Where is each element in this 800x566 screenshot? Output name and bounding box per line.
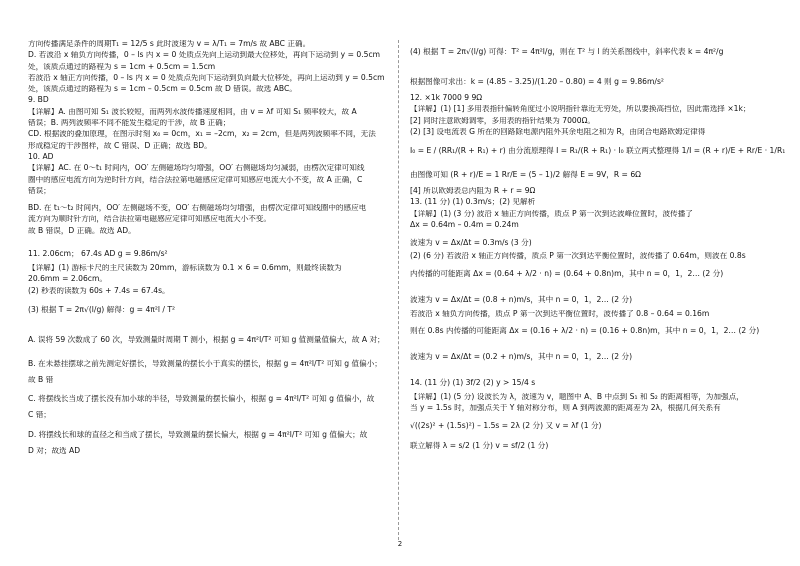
page-number: 2 — [397, 540, 403, 548]
text-line: A. 误将 59 次数成了 60 次，导致测量时周期 T 测小，根据 g = 4π²l/T² 可知 g 值测量值偏大，故 A 对； — [28, 335, 385, 345]
formula-line: 内传播的可能距离 Δx = (0.64 + λ/2 · n) = (0.64 + 0.8n)m，其中 n = 0，1，2… (2 分) — [410, 268, 724, 278]
text-line: B. 在未悬挂摆球之前先测定好摆长，导致测量的摆长小于真实的摆长，根据 g = 4π²l/T² 可知 g 值偏小； — [28, 359, 382, 369]
text-line: 故 B 错 — [28, 375, 54, 384]
formula-line: I₀ = E / (RR₁/(R + R₁) + r) 由分流原理得 I = R₁/(R + R₁) · I₀ 联立两式整理得 1/I = (R + r)/E + Rr/E · 1/R₁ — [410, 146, 785, 156]
text-line: Δx = 0.64m – 0.4m = 0.24m — [410, 221, 519, 230]
text-line: [2] 同时注意欧姆调零，多用表的指针结果为 7000Ω。 — [410, 116, 595, 125]
answer-line: 12. ×1k 7000 9 9Ω — [410, 94, 483, 102]
text-line: 若波沿 x 轴正方向传播，0 – ls 内 x = 0 处质点先向下运动到负向最大位移处，再向上运动到 y = 0.5cm — [28, 73, 385, 82]
text-line: 【详解】(1) [1] 多用表指针偏转角度过小说明指针靠近无穷处，所以要换高挡位，因此需选择 ×1k； — [410, 105, 751, 114]
text-line: 【详解】(1) (3 分) 波沿 x 轴正方向传播，质点 P 第一次到达波峰位置时，波传播了 — [410, 209, 693, 218]
question-number: 13. (11 分) (1) 0.3m/s；(2) 见解析 — [410, 198, 536, 207]
text-line: BD. 在 t₁～t₂ 时间内，OO′ 左侧磁场不变，OO′ 右侧磁场均匀增强，由楞次定律可知线圈中的感应电 — [28, 204, 367, 213]
right-column — [410, 40, 785, 456]
text-line: 形成稳定的干涉图样，故 C 错误、D 正确；故选 BD。 — [28, 141, 212, 150]
text-line: 【详解】A. 由图可知 S₁ 波长较短，而两列水波传播速度相同，由 v = λf 可知 S₁ 频率较大，故 A — [28, 107, 357, 116]
formula-line: 由图像可知 (R + r)/E = 1 Rr/E = (5 – 1)/2 解得 E = 9V，R = 6Ω — [410, 170, 641, 180]
text-line: (2) 秒表的读数为 60s + 7.4s = 67.4s。 — [28, 286, 170, 295]
text-line: 故 B 错误，D 正确。故选 AD。 — [28, 226, 136, 235]
text-line: C 错； — [28, 411, 51, 420]
text-line: [4] 所以欧姆表总内阻为 R + r = 9Ω — [410, 187, 536, 196]
formula-line: 波速为 v = Δx/Δt = (0.2 + n)m/s，其中 n = 0，1，2… (2 分) — [410, 352, 633, 362]
text-line: 【详解】AC. 在 0～t₁ 时间内，OO′ 左侧磁场均匀增强，OO′ 右侧磁场均匀减弱，由楞次定律可知线 — [28, 164, 365, 173]
text-line: 【详解】(1) (5 分) 设波长为 λ，波速为 v，题图中 A、B 中点到 S₁ 和 S₂ 的距离相等，为加强点， — [410, 392, 744, 401]
formula-line: 波速为 v = Δx/Δt = 0.3m/s (3 分) — [410, 237, 532, 247]
text-line: 处，该质点通过的路程为 s = 1cm – 0.5cm = 0.5cm 故 D 错误。故选 ABC。 — [28, 85, 297, 94]
answer-line: 11. 2.06cm； 67.4s AD g = 9.86m/s² — [28, 249, 168, 259]
column-divider — [398, 40, 399, 540]
text-line: (2) [3] 设电流表 G 所在的回路除电源内阻外其余电阻之和为 R，由闭合电路欧姆定律得 — [410, 127, 706, 136]
text-line: 若波沿 x 轴负方向传播，质点 P 第一次到达平衡位置时，波传播了 0.8 – 0.64 = 0.16m — [410, 309, 710, 318]
text-line: 圈中的感应电流方向为逆时针方向，结合法拉第电磁感应定律可知感应电流大小不变，故 A 正确，C — [28, 175, 363, 184]
formula-line: 波速为 v = Δx/Δt = (0.8 + n)m/s，其中 n = 0，1，2… (2 分) — [410, 294, 633, 304]
question-number: 14. (11 分) (1) 3f/2 (2) y > 15/4 s — [410, 378, 536, 388]
formula-line: 联立解得 λ = s/2 (1 分) v = sf/2 (1 分) — [410, 440, 549, 450]
text-line: 当 y = 1.5s 时，加强点关于 Y 轴对称分布，则 A 到两波源的距离差为 2λ，根据几何关系有 — [410, 404, 721, 413]
text-line: 错误；B. 两列波频率不同不能发生稳定的干涉，故 B 正确； — [28, 119, 231, 128]
formula-line: 根据图像可求出：k = (4.85 – 3.25)/(1.20 – 0.80) = 4 则 g = 9.86m/s² — [410, 77, 664, 87]
question-number: 9. BD — [28, 96, 49, 105]
text-line: 方向传播满足条件的周期T₁ = 12/5 s 此时波速为 v = λ/T₁ = 7m/s 故 ABC 正确。 — [28, 40, 311, 48]
text-line: C. 将摆线长当成了摆长没有加小球的半径，导致测量的摆长偏小，根据 g = 4π²l/T² 可知 g 值偏小，故 — [28, 394, 375, 404]
question-number: 10. AD — [28, 152, 54, 161]
text-line: CD. 根据波的叠加原理，在图示时刻 x₀ = 0cm，x₁ = –2cm，x₂ = 2cm，但是两列波频率不同，无法 — [28, 130, 376, 139]
text-line: 处，该质点通过的路程为 s = 1cm + 0.5cm = 1.5cm — [28, 62, 216, 71]
formula-line: 则在 0.8s 内传播的可能距离 Δx = (0.16 + λ/2 · n) = (0.16 + 0.8n)m，其中 n = 0，1，2… (2 分) — [410, 326, 760, 336]
text-line: 20.6mm = 2.06cm。 — [28, 275, 107, 284]
text-line: D 对；故选 AD — [28, 446, 81, 455]
text-line: D. 将摆线长和球的直径之和当成了摆长，导致测量的摆长偏大，根据 g = 4π²l/T² 可知 g 值偏大；故 — [28, 429, 368, 439]
formula-line: √((2s)² + (1.5s)²) – 1.5s = 2λ (2 分) 又 v = λf (1 分) — [410, 420, 602, 430]
text-line: 错误； — [28, 186, 51, 195]
text-line: 流方向为顺时针方向，结合法拉第电磁感应定律可知感应电流大小不变。 — [28, 215, 271, 224]
text-line: 【详解】(1) 游标卡尺的主尺读数为 20mm，游标读数为 0.1 × 6 = 0.6mm，则最终读数为 — [28, 264, 342, 273]
text-line: D. 若波沿 x 轴负方向传播，0 – ls 内 x = 0 处质点先向上运动到最大位移处，再向下运动到 y = 0.5cm — [28, 51, 381, 60]
left-column — [28, 40, 403, 458]
text-line: (2) (6 分) 若波沿 x 轴正方向传播，质点 P 第一次到达平衡位置时，波传播了 0.64m，则波在 0.8s — [410, 252, 746, 261]
formula-line: (3) 根据 T = 2π√(l/g) 解得：g = 4π²l / T² — [28, 305, 176, 315]
formula-line: (4) 根据 T = 2π√(l/g) 可得：T² = 4π²l/g，则在 T² 与 l 的关系图线中，斜率代表 k = 4π²/g — [410, 47, 724, 57]
